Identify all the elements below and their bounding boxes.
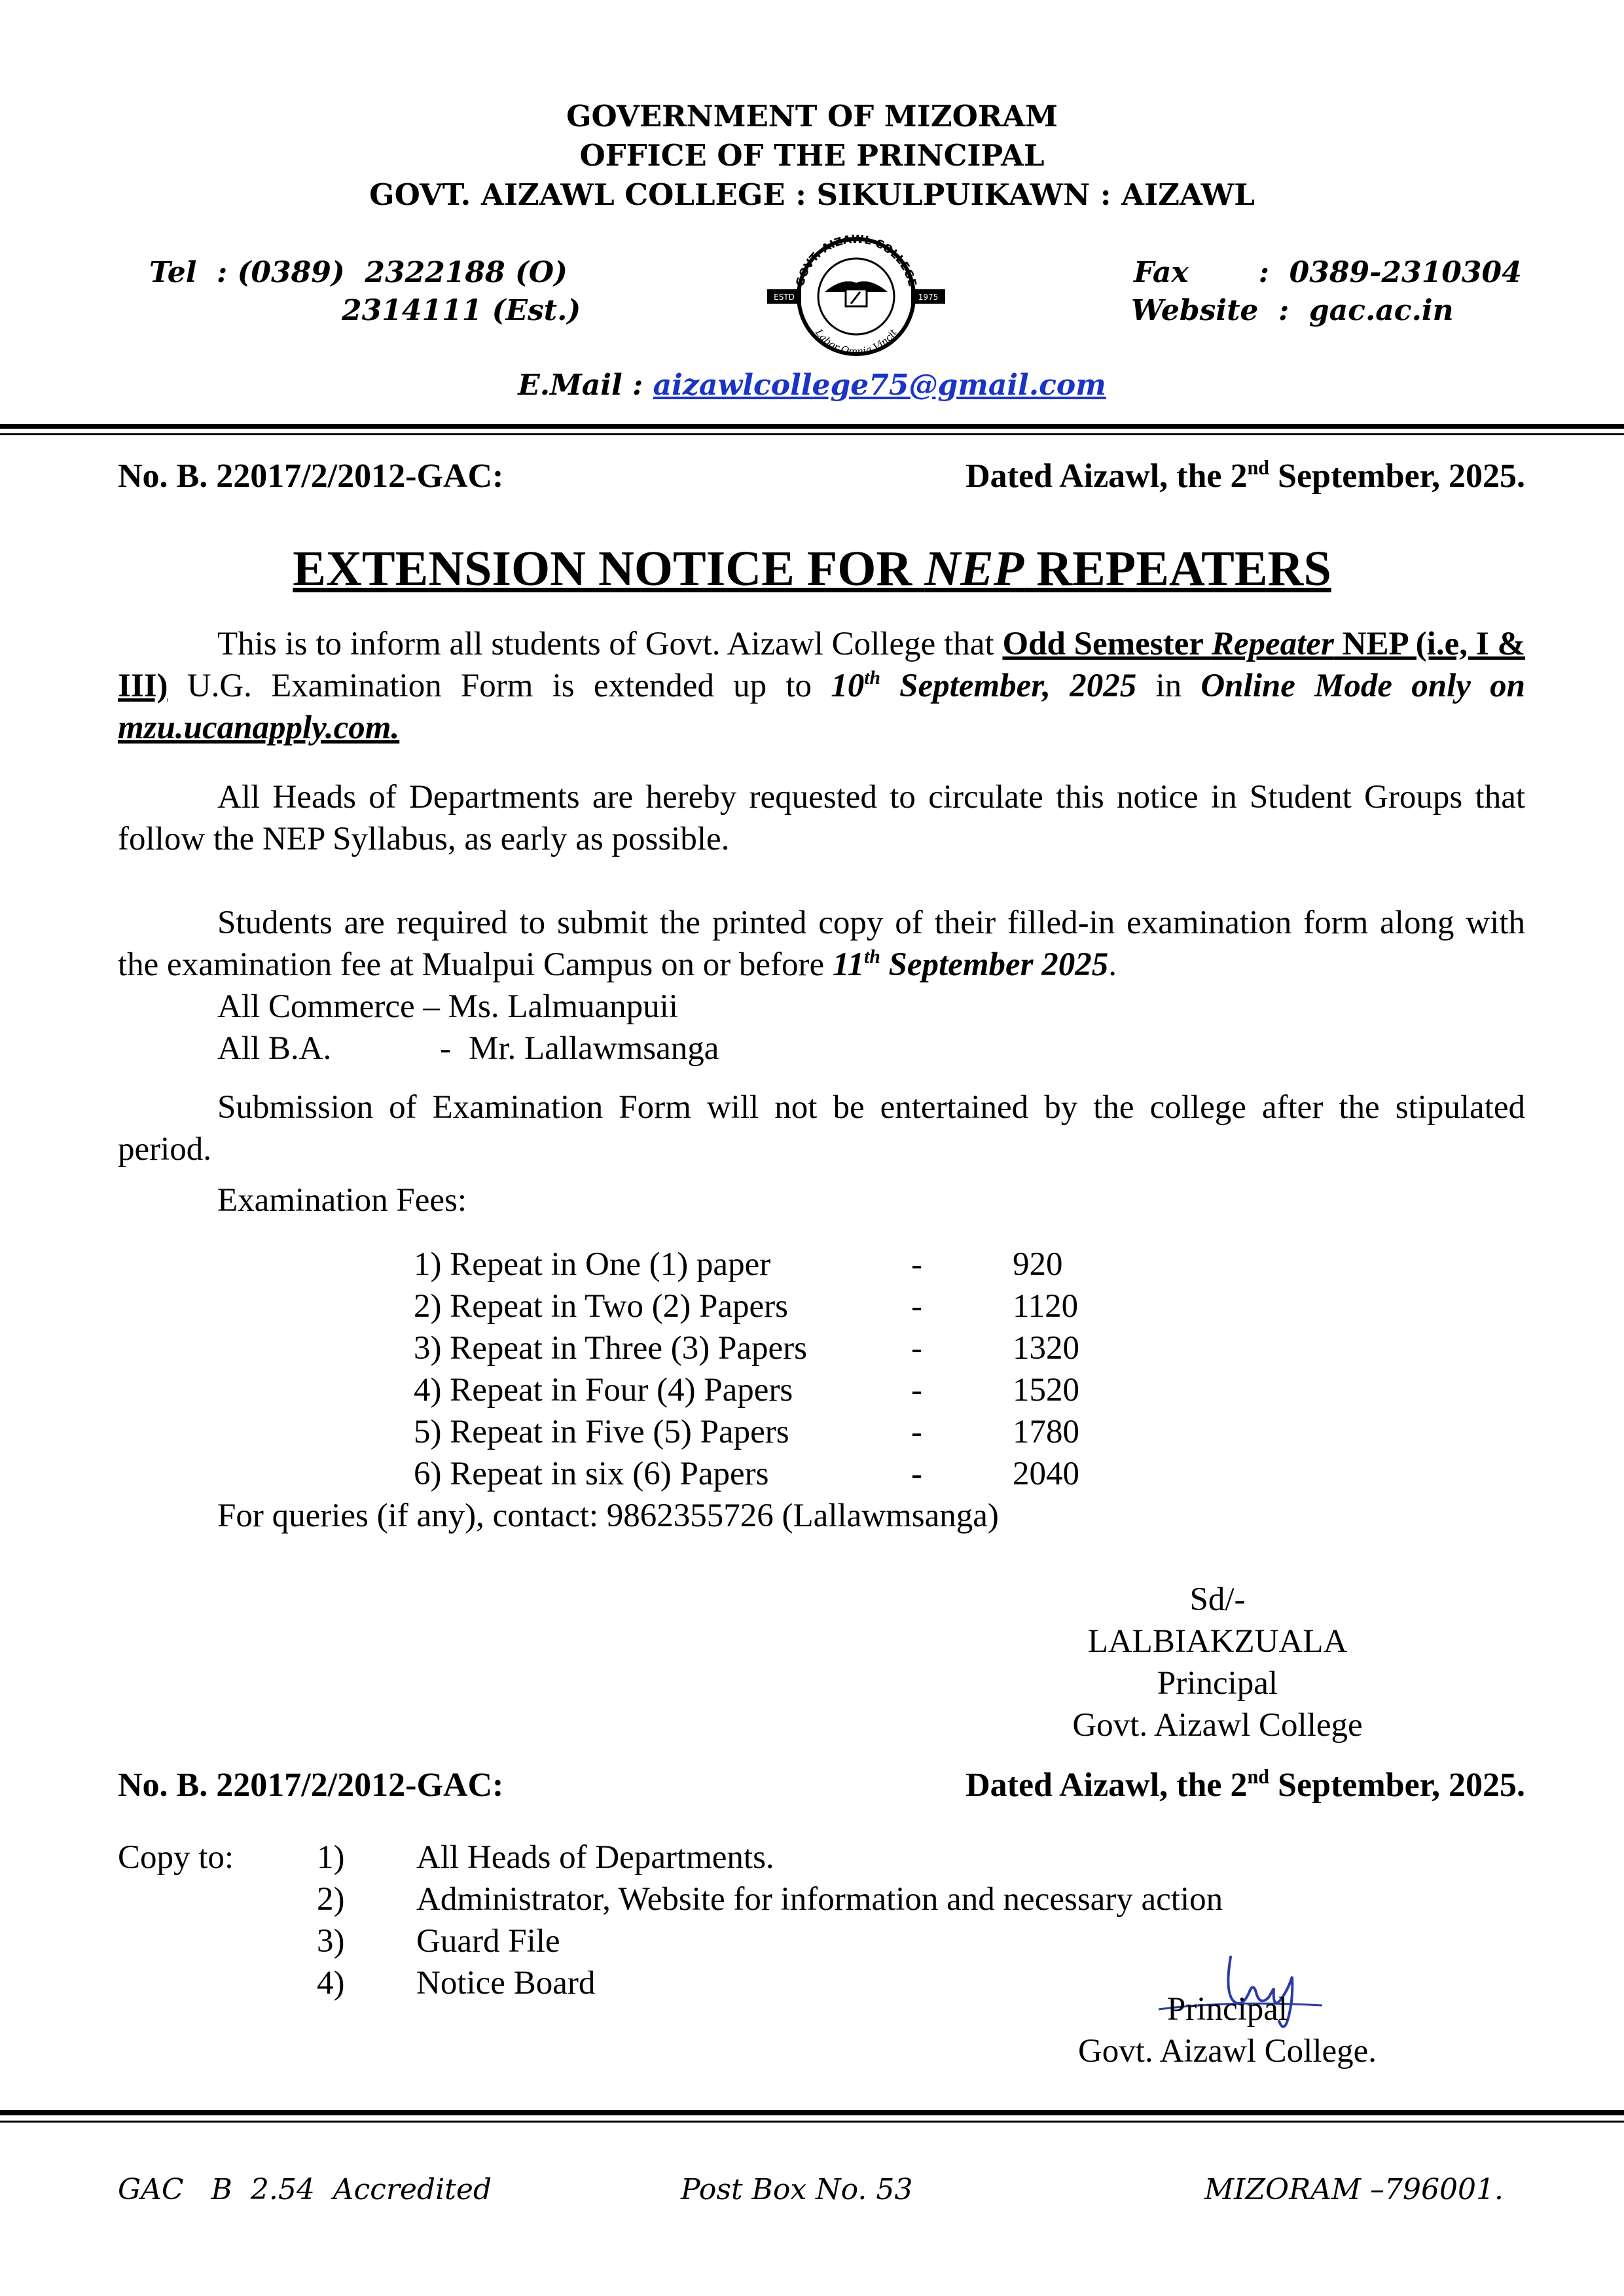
copy-item-number: 3) bbox=[317, 1923, 345, 1960]
notice-title: EXTENSION NOTICE FOR NEP REPEATERS bbox=[293, 541, 1331, 596]
header-college: GOVT. AIZAWL COLLEGE : SIKULPUIKAWN : AIZAWL bbox=[369, 177, 1255, 212]
footer-accreditation: GAC B 2.54 Accredited bbox=[118, 2173, 492, 2206]
copy-item-number: 1) bbox=[317, 1839, 345, 1876]
fee-item: 4) Repeat in Four (4) Papers - 1520 bbox=[414, 1372, 1079, 1408]
website: Website : gac.ac.in bbox=[1131, 294, 1454, 327]
header-rule-thick bbox=[0, 424, 1624, 429]
fee-item: 3) Repeat in Three (3) Papers - 1320 bbox=[414, 1330, 1079, 1367]
footer-postbox: Post Box No. 53 bbox=[681, 2173, 913, 2206]
fee-item: 1) Repeat in One (1) paper - 920 bbox=[414, 1246, 1063, 1283]
fax-number: Fax : 0389-2310304 bbox=[1134, 256, 1522, 289]
fee-item: 5) Repeat in Five (5) Papers - 1780 bbox=[414, 1414, 1079, 1450]
reference-number: No. B. 22017/2/2012-GAC: bbox=[118, 1767, 504, 1804]
fees-list bbox=[414, 1244, 1265, 1505]
paragraph-extension: This is to inform all students of Govt. Aizawl College that Odd Semester Repeater NEP (i.e, I & III) U.G. Examination Form is extended up to 10th September, 2025 in Online Mode only on mzu.ucanapply.com. bbox=[118, 626, 1525, 746]
copy-item-text: Administrator, Website for information and necessary action bbox=[416, 1881, 1223, 1918]
contact-ba-label: All B.A. bbox=[217, 1030, 332, 1067]
copy-item-text: Guard File bbox=[416, 1923, 560, 1960]
contact-ba-name: Mr. Lallawmsanga bbox=[469, 1030, 719, 1067]
fee-item: 6) Repeat in six (6) Papers - 2040 bbox=[414, 1456, 1079, 1492]
header-rule-thin bbox=[0, 433, 1624, 435]
fee-item: 2) Repeat in Two (2) Papers - 1120 bbox=[414, 1288, 1079, 1325]
tel-est: 2314111 (Est.) bbox=[342, 294, 581, 327]
reference-number: No. B. 22017/2/2012-GAC: bbox=[118, 457, 504, 495]
contact-ba-sep: - bbox=[440, 1030, 451, 1067]
signature-college: Govt. Aizawl College bbox=[1072, 1707, 1363, 1744]
copy-to-label: Copy to: bbox=[118, 1839, 234, 1876]
signature-sd: Sd/- bbox=[1189, 1581, 1246, 1618]
footer-pin: MIZORAM –796001. bbox=[1204, 2173, 1504, 2206]
contact-commerce: All Commerce – Ms. Lalmuanpuii bbox=[217, 988, 678, 1025]
copy-item-text: Notice Board bbox=[416, 1965, 596, 2001]
signature-designation: Principal bbox=[1157, 1665, 1278, 1702]
email-label: E.Mail : bbox=[518, 368, 653, 402]
paragraph-stipulated: Submission of Examination Form will not be entertained by the college after the stipulated period. bbox=[118, 1089, 1525, 1168]
signature-name: LALBIAKZUALA bbox=[1087, 1623, 1348, 1660]
svg-text:Labor Omnia Vincit bbox=[813, 327, 900, 358]
queries-contact: For queries (if any), contact: 9862355726 (Lallawmsanga) bbox=[217, 1498, 999, 1534]
seal-estd: ESTD bbox=[774, 293, 795, 302]
seal-top-text: GOVT. AIZAWL COLLEGE bbox=[793, 234, 919, 288]
copy-item-text: All Heads of Departments. bbox=[416, 1839, 774, 1876]
reference-line bbox=[118, 456, 1525, 497]
paragraph-heads: All Heads of Departments are hereby requested to circulate this notice in Student Groups that follow the NEP Syllabus, as early as possible. bbox=[118, 779, 1525, 857]
email-link[interactable]: aizawlcollege75@gmail.com bbox=[653, 368, 1106, 402]
reference-line-copy bbox=[118, 1765, 1525, 1806]
signature2-college: Govt. Aizawl College. bbox=[1077, 2033, 1377, 2070]
copy-item-number: 2) bbox=[317, 1881, 345, 1918]
tel-numbers: Tel : (0389) 2322188 (O) bbox=[149, 256, 568, 289]
reference-date: Dated Aizawl, the 2nd September, 2025. bbox=[965, 456, 1525, 495]
signature2-designation: Principal bbox=[1166, 1991, 1288, 2028]
paragraph-submission: Students are required to submit the printed copy of their filled-in examination form along with the examination fee at Mualpui Campus on or before 11th September 2025. bbox=[118, 905, 1525, 983]
fees-heading: Examination Fees: bbox=[217, 1182, 467, 1219]
copy-item-number: 4) bbox=[317, 1965, 345, 2001]
footer-rule-thick bbox=[0, 2110, 1624, 2115]
college-seal-logo bbox=[765, 234, 948, 359]
footer-rule-thin bbox=[0, 2121, 1624, 2123]
seal-year: 1975 bbox=[918, 293, 939, 302]
email-line bbox=[0, 367, 1624, 404]
header-government: GOVERNMENT OF MIZORAM bbox=[566, 99, 1058, 134]
reference-date: Dated Aizawl, the 2nd September, 2025. bbox=[965, 1765, 1525, 1804]
seal-motto: Labor Omnia Vincit bbox=[813, 327, 899, 358]
header-office: OFFICE OF THE PRINCIPAL bbox=[579, 138, 1045, 173]
